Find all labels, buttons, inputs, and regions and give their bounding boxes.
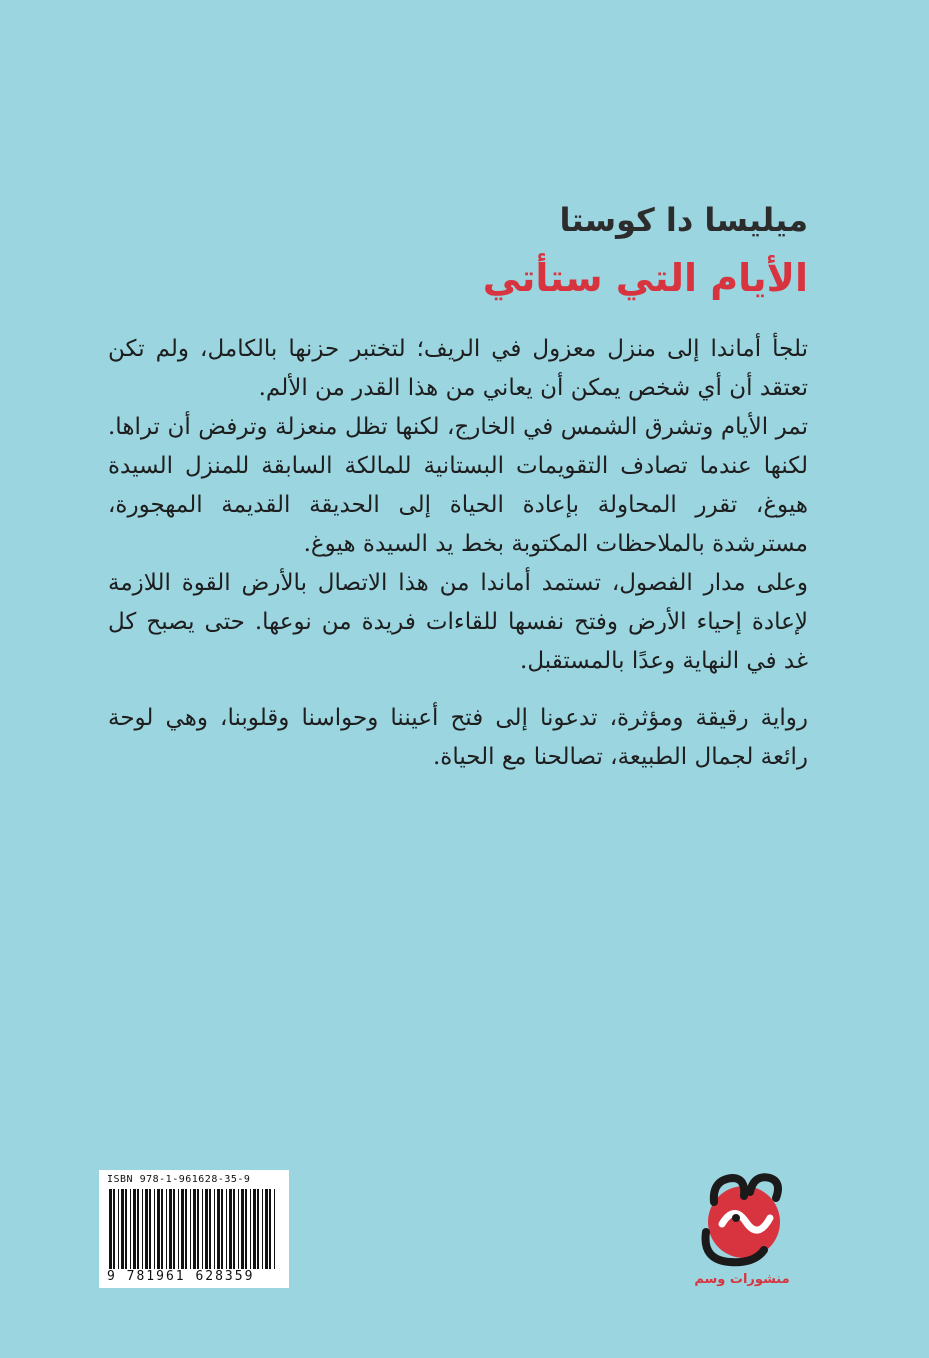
blurb-paragraph: تمر الأيام وتشرق الشمس في الخارج، لكنها تظل منعزلة وترفض أن تراها. لكنها عندما تصادف التقويمات البستانية للمالكة السابقة للمنزل السيدة هيوغ، تقرر المحاولة بإعادة الحياة إلى الحديقة القديمة المهجورة، مسترشدة بالملاحظات المكتوبة بخط يد السيدة هيوغ. — [108, 414, 808, 557]
barcode-bars-icon — [107, 1189, 281, 1269]
blurb-text — [108, 330, 808, 777]
isbn-barcode — [99, 1170, 289, 1288]
publisher-block — [682, 1162, 802, 1302]
isbn-digits: 9 781961 628359 — [107, 1269, 255, 1284]
isbn-label: ISBN 978-1-961628-35-9 — [107, 1174, 251, 1185]
blurb-paragraph: وعلى مدار الفصول، تستمد أماندا من هذا الاتصال بالأرض القوة اللازمة لإعادة إحياء الأرض وفتح نفسها للقاءات فريدة من نوعها. حتى يصبح كل غد في النهاية وعدًا بالمستقبل. — [108, 570, 808, 674]
book-title: الأيام التي ستأتي — [482, 256, 808, 300]
blurb-paragraph: تلجأ أماندا إلى منزل معزول في الريف؛ لتختبر حزنها بالكامل، ولم تكن تعتقد أن أي شخص يمكن أن يعاني من هذا القدر من الألم. — [108, 336, 808, 401]
blurb-paragraph: رواية رقيقة ومؤثرة، تدعونا إلى فتح أعيننا وحواسنا وقلوبنا، وهي لوحة رائعة لجمال الطبيعة، تصالحنا مع الحياة. — [108, 705, 808, 770]
wasm-publisher-logo-icon — [692, 1162, 792, 1272]
author-name: ميليسا دا كوستا — [559, 201, 808, 239]
publisher-name: منشورات وسم — [694, 1272, 790, 1287]
